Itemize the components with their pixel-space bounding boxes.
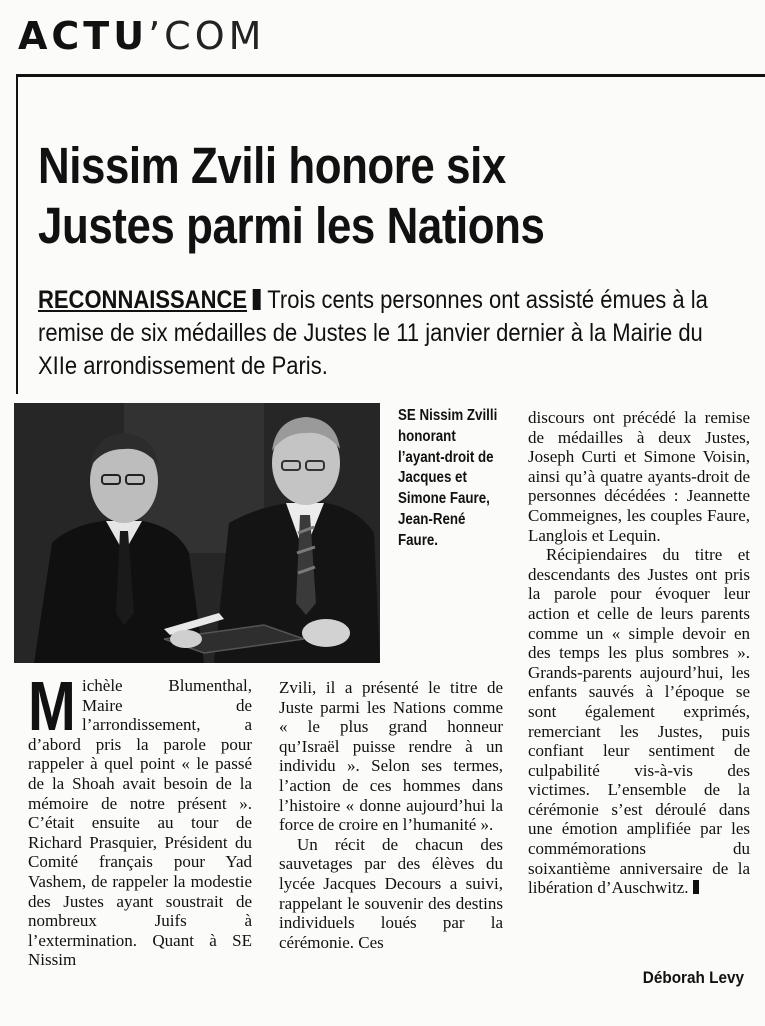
article-photo: [14, 403, 380, 663]
article-column-1: [28, 667, 252, 970]
author-byline: Déborah Levy: [642, 968, 744, 987]
masthead-actu: ACTU: [18, 14, 149, 58]
lead-text: Trois cents personnes ont assisté émues à la remise de six médailles de Justes le 11 janvier dernier à la Mairie du XIIe arrondissement de Paris.: [38, 286, 708, 380]
article-column-3: [528, 408, 750, 898]
end-marker: [693, 880, 699, 894]
article-headline: [38, 136, 640, 256]
lead-kicker: RECONNAISSANCE: [38, 286, 248, 314]
section-masthead: [18, 14, 265, 58]
kicker-marker: [252, 289, 260, 310]
article-column-2: [279, 678, 503, 952]
photo-illustration: [14, 403, 380, 663]
headline-line-1: Nissim Zvili honore six: [38, 137, 506, 194]
drop-cap: M: [28, 667, 76, 745]
column-3-paragraph-1: discours ont précédé la remise de médailles à deux Justes, Joseph Curti et Simone Voisin, ainsi qu’à quatre ayants-droit de personnes décédées : Jeannette Commeignes, les couples Faure, Langlois et Lequin.: [528, 408, 750, 545]
column-3-paragraph-2-wrap: [528, 545, 750, 898]
column-2-paragraph-2: Un récit de chacun des sauvetages par des élèves du lycée Jacques Decours a suivi, rappelant le souvenir des destins individuels loués par la cérémonie. Ces: [279, 834, 503, 952]
column-1-paragraph: ichèle Blumenthal, Maire de l’arrondissement, a d’abord pris la parole pour rappeler à quel point « le passé de la Shoah avait besoin de la mémoire de notre présent ». C’était ensuite au tour de Richard Prasquier, Président du Comité français pour Yad Vashem, de rappeler la modestie des Justes ayant soustrait de nombreux Juifs à l’extermination. Quant à SE Nissim: [28, 676, 252, 970]
masthead-com: COM: [164, 14, 266, 58]
article-lead: [38, 284, 733, 383]
column-2-paragraph-1: Zvili, il a présenté le titre de Juste parmi les Nations comme « le plus grand honneur qu’Israël puisse rendre à un individu ». Selon ses termes, l’action de ces hommes dans l’histoire « donne aujourd’hui la force de croire en l’humanité ».: [279, 678, 503, 835]
frame-rule-left: [16, 74, 18, 394]
masthead-apostrophe: ’: [148, 14, 165, 58]
photo-caption: SE Nissim Zvilli honorant l’ayant-droit de Jacques et Simone Faure, Jean-René Faure.: [398, 407, 498, 549]
column-3-paragraph-2: Récipiendaires du titre et descendants des Justes ont pris la parole pour évoquer leur action et celle de leurs parents comme un « simple devoir en des temps les plus sombres ». Grands-parents aujourd’hui, les enfants sauvés à l’époque se sont également exprimés, remerciant les Justes, puis confiant leur sentiment de culpabilité vis-à-vis des victimes. L’ensemble de la cérémonie s’est déroulé dans une émotion amplifiée par les commémorations du soixantième anniversaire de la libération d’Auschwitz.: [528, 545, 750, 898]
headline-line-2: Justes parmi les Nations: [38, 197, 545, 254]
frame-rule-top: [16, 74, 765, 77]
